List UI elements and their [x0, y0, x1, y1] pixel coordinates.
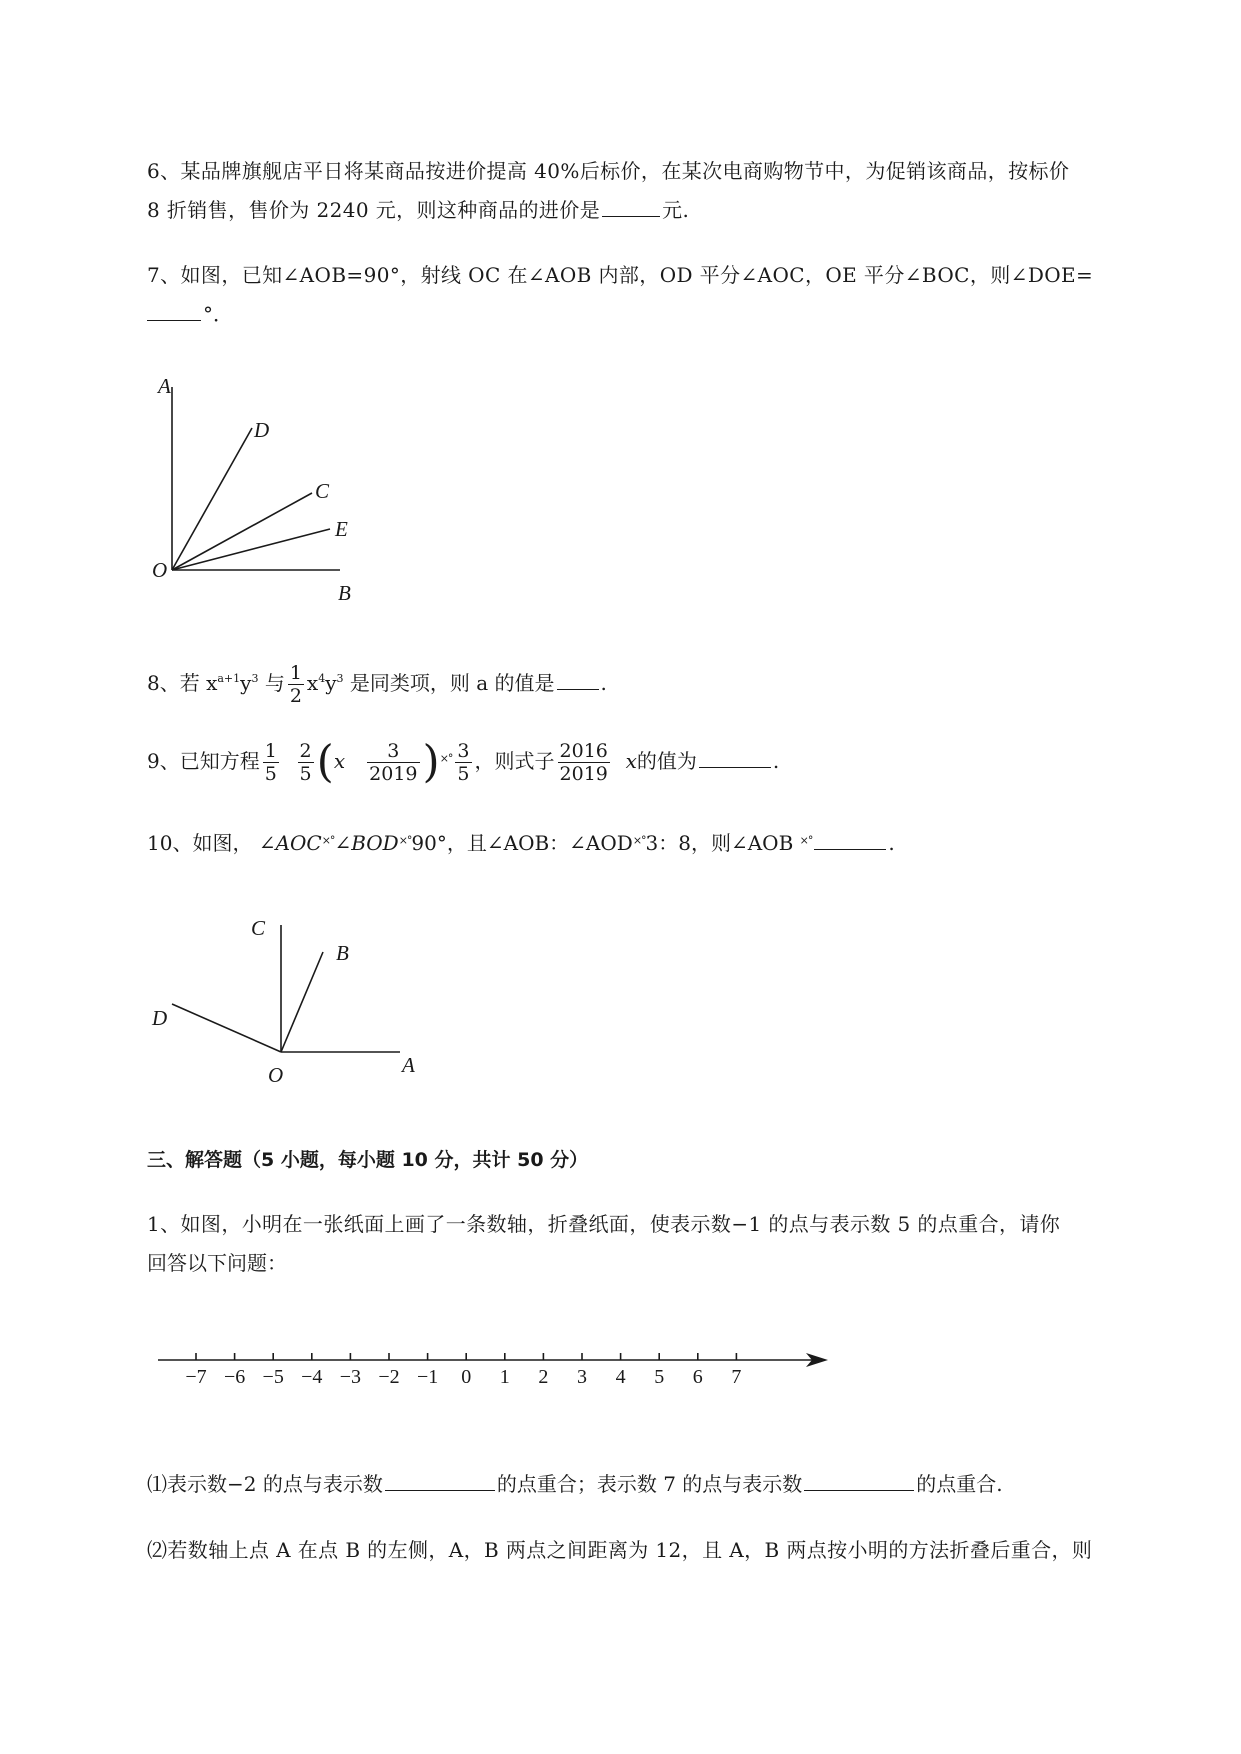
- q8-end: .: [600, 671, 607, 695]
- q8-y1: y: [240, 671, 252, 695]
- q10-angle-aoc: ∠AOC: [258, 831, 322, 855]
- ray-ob: [281, 952, 323, 1052]
- q10-angle-bod: ∠BOD: [334, 831, 399, 855]
- q9-lparen: (: [316, 736, 334, 788]
- label-a: A: [158, 375, 171, 398]
- q8-y2: y: [325, 671, 337, 695]
- q10-garbled-3: ×°: [632, 834, 646, 847]
- q10-garbled-1: ×°: [321, 834, 335, 847]
- q10-90: 90°: [411, 831, 447, 855]
- q9-text-pre: 9、已知方程: [147, 749, 260, 773]
- p1-sub1-b: 的点重合；表示数 7 的点与表示数: [496, 1472, 803, 1496]
- p1-sub1-a: ⑴表示数−2 的点与表示数: [147, 1472, 383, 1496]
- q9-frac5: [558, 740, 610, 785]
- q9-frac3: [367, 740, 419, 785]
- q10-text-mid2: ，则∠AOB: [690, 831, 794, 855]
- q9-x2: x: [625, 749, 637, 773]
- q9-f3-den: 2019: [369, 763, 418, 785]
- p1-sub1-blank2: [804, 1470, 914, 1491]
- label-c: C: [315, 479, 330, 503]
- p1-sub1-blank1: [385, 1470, 495, 1491]
- q9-f1-den: 5: [264, 763, 277, 785]
- p1-line2: 回答以下问题：: [147, 1251, 287, 1275]
- q9-f2-den: 5: [299, 763, 312, 785]
- ray-oe: [172, 529, 330, 570]
- number-line-tick-label: −1: [416, 1366, 439, 1388]
- q10-text-mid: ，且∠AOB：∠AOD: [446, 831, 633, 855]
- label-d: D: [254, 418, 270, 442]
- q8-text-post: 是同类项，则 a 的值是: [343, 671, 555, 695]
- q8-exp2: 3: [251, 672, 259, 685]
- q8-with: 与: [258, 671, 285, 695]
- q6-line2: [147, 196, 689, 224]
- q9-text-mid: ，则式子: [474, 749, 555, 773]
- q8-x2: x: [306, 671, 319, 695]
- number-line-tick-label: 3: [577, 1366, 587, 1388]
- number-line-tick-label: 7: [731, 1366, 742, 1388]
- ray-od: [172, 1004, 281, 1052]
- q10-garbled-2: ×°: [398, 834, 412, 847]
- p1-line1: 1、如图，小明在一张纸面上画了一条数轴，折叠纸面，使表示数−1 的点与表示数 5 的点重合，请你: [147, 1212, 1061, 1236]
- label-a: A: [402, 1053, 415, 1077]
- number-line-tick-label: −3: [339, 1366, 362, 1388]
- q9-frac4: [455, 740, 471, 785]
- q9-frac1: [263, 740, 279, 785]
- number-line-tick-label: 0: [461, 1366, 472, 1388]
- q6-line2-end: 元.: [662, 198, 690, 222]
- q8-fraction: [288, 662, 304, 707]
- q8-frac-den: 2: [289, 685, 302, 707]
- q8-exp1: a+1: [217, 672, 241, 685]
- q7-line2: [147, 300, 233, 328]
- label-b: B: [338, 581, 351, 605]
- section3-title-text: 三、解答题（5 小题，每小题 10 分，共计 50 分）: [147, 1149, 589, 1171]
- q9-f5-den: 2019: [559, 763, 608, 785]
- q9-f3-num: 3: [367, 740, 419, 763]
- label-e: E: [335, 517, 348, 541]
- q9-answer-blank: [699, 747, 771, 768]
- q7-answer-blank: [147, 300, 201, 321]
- q8-exp4: 3: [336, 672, 344, 685]
- number-line-tick-label: 1: [499, 1366, 510, 1388]
- q9-line: [147, 736, 780, 788]
- label-o: O: [268, 1063, 284, 1087]
- q8-answer-blank: [557, 669, 599, 690]
- q10-ratio: 3：8: [645, 831, 691, 855]
- q9-frac2: [298, 740, 314, 785]
- p1-sub1-c: 的点重合.: [916, 1472, 1003, 1496]
- label-d: D: [152, 1006, 168, 1030]
- q9-f4-num: 3: [457, 740, 470, 762]
- p1-sub2: ⑵若数轴上点 A 在点 B 的左侧，A，B 两点之间距离为 12，且 A，B 两点按小明的方法折叠后重合，则: [147, 1538, 1093, 1562]
- q7-line2-end: °．: [203, 302, 233, 326]
- label-c: C: [251, 916, 266, 940]
- q6-answer-blank: [602, 196, 660, 217]
- number-line-tick-label: 6: [692, 1366, 703, 1388]
- q9-text-post: 的值为: [636, 749, 697, 773]
- q7-angle-figure: [140, 375, 370, 605]
- q9-end: .: [772, 749, 780, 773]
- q8-exp3: 4: [318, 672, 326, 685]
- number-line-tick-label: −2: [378, 1366, 400, 1388]
- q10-angle-figure: [140, 905, 440, 1095]
- q9-f1-num: 1: [264, 740, 277, 762]
- number-line-tick-label: −6: [223, 1366, 246, 1388]
- q10-answer-blank: [814, 829, 886, 850]
- number-line: [150, 1340, 850, 1400]
- q9-f4-den: 5: [457, 763, 470, 785]
- q6-line2-text: 8 折销售，售价为 2240 元，则这种商品的进价是: [147, 198, 601, 222]
- q10-line: [147, 827, 895, 857]
- q7-line1: 7、如图，已知∠AOB=90°，射线 OC 在∠AOB 内部，OD 平分∠AOC，OE 平分∠BOC，则∠DOE=: [147, 263, 1094, 287]
- q9-f2-num: 2: [299, 740, 312, 762]
- section3-title: [147, 1145, 588, 1174]
- q10-end: .: [888, 831, 895, 855]
- q10-text-pre: 10、如图，: [147, 831, 253, 855]
- number-line-tick-label: 2: [538, 1366, 549, 1388]
- q9-rparen: ): [422, 736, 440, 788]
- number-line-tick-label: 5: [654, 1366, 665, 1388]
- q9-f5-num: 2016: [559, 740, 608, 762]
- number-line-tick-label: −4: [301, 1366, 323, 1388]
- number-line-tick-label: −5: [262, 1366, 284, 1388]
- label-b: B: [336, 941, 349, 965]
- q6-line1: 6、某品牌旗舰店平日将某商品按进价提高 40%后标价，在某次电商购物节中，为促销该商品，按标价: [147, 159, 1070, 183]
- q10-garbled-4: ×°: [799, 834, 813, 847]
- q9-garbled-equals: ×°: [439, 752, 453, 765]
- q8-text-pre: 8、若 x: [147, 671, 218, 695]
- number-line-tick-label: −7: [185, 1366, 207, 1388]
- q8-frac-num: 1: [289, 662, 302, 684]
- number-line-tick-label: 4: [615, 1366, 626, 1388]
- p1-sub1: [147, 1470, 1003, 1498]
- q8-line: [147, 662, 607, 707]
- label-o: O: [152, 558, 168, 582]
- q9-x: x: [333, 749, 346, 773]
